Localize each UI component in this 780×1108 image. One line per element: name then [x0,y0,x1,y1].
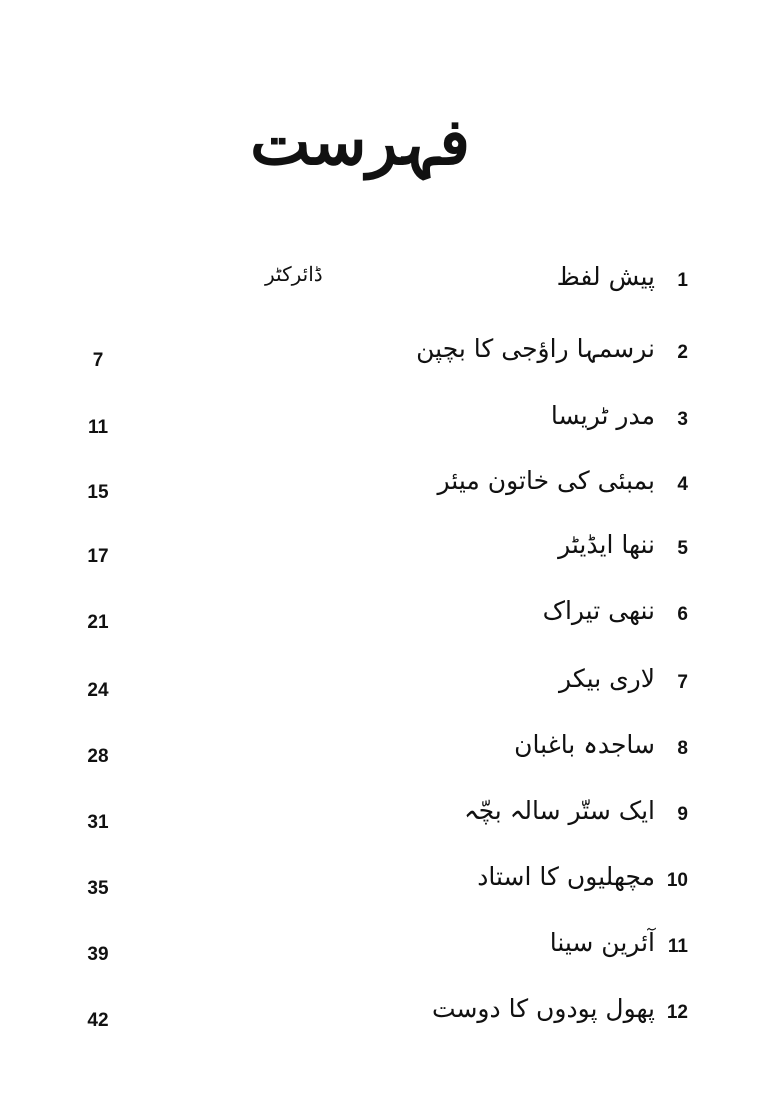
toc-entry [0,401,780,445]
entry-number: 2 [677,342,688,363]
entry-number: 9 [677,804,688,825]
entry-title: آئرین سینا [549,928,655,957]
entry-number: 10 [666,870,688,891]
entry-number: 3 [677,409,688,430]
entry-page-number: 28 [87,746,109,767]
entry-number: 7 [677,672,688,693]
entry-title: بمبئی کی خاتون میئر [437,466,655,495]
entry-author: ڈائرکٹر [265,262,323,286]
toc-entry [0,664,780,708]
entry-number: 1 [677,270,688,291]
toc-entry [0,796,780,840]
toc-entry [0,530,780,574]
toc-entry [0,928,780,972]
page-title: فہرست [250,105,470,180]
entry-page-number: 17 [87,546,109,567]
entry-page-number: 31 [87,812,109,833]
entry-page-number: 24 [87,680,109,701]
toc-entry [0,862,780,906]
entry-page-number: 42 [87,1010,109,1031]
toc-entry [0,334,780,378]
entry-title: نرسمہا راؤجی کا بچپن [416,334,655,363]
entry-page-number: 35 [87,878,109,899]
entry-page-number: 39 [87,944,109,965]
toc-entry [0,466,780,510]
entry-number: 4 [677,474,688,495]
entry-number: 6 [677,604,688,625]
entry-title: لاری بیکر [559,664,655,693]
entry-title: پھول پودوں کا دوست [431,994,655,1023]
entry-title: ننھی تیراک [542,596,655,625]
entry-title: مدر ٹریسا [550,401,655,430]
entry-page-number: 15 [87,482,109,503]
entry-title: پیش لفظ [556,262,655,291]
entry-page-number: 7 [92,350,104,371]
entry-page-number: 21 [87,612,109,633]
toc-entry [0,262,780,306]
entry-title: ایک ستّر سالہ بچّہ [464,796,655,825]
entry-number: 5 [677,538,688,559]
entry-title: ننھا ایڈیٹر [558,530,655,559]
entry-page-number: 11 [87,417,109,438]
entry-title: ساجدہ باغبان [514,730,655,759]
entry-title: مچھلیوں کا استاد [477,862,655,891]
entry-number: 11 [667,936,688,957]
entry-number: 8 [677,738,688,759]
entry-number: 12 [666,1002,688,1023]
toc-entry [0,730,780,774]
toc-entry [0,596,780,640]
toc-entry [0,994,780,1038]
